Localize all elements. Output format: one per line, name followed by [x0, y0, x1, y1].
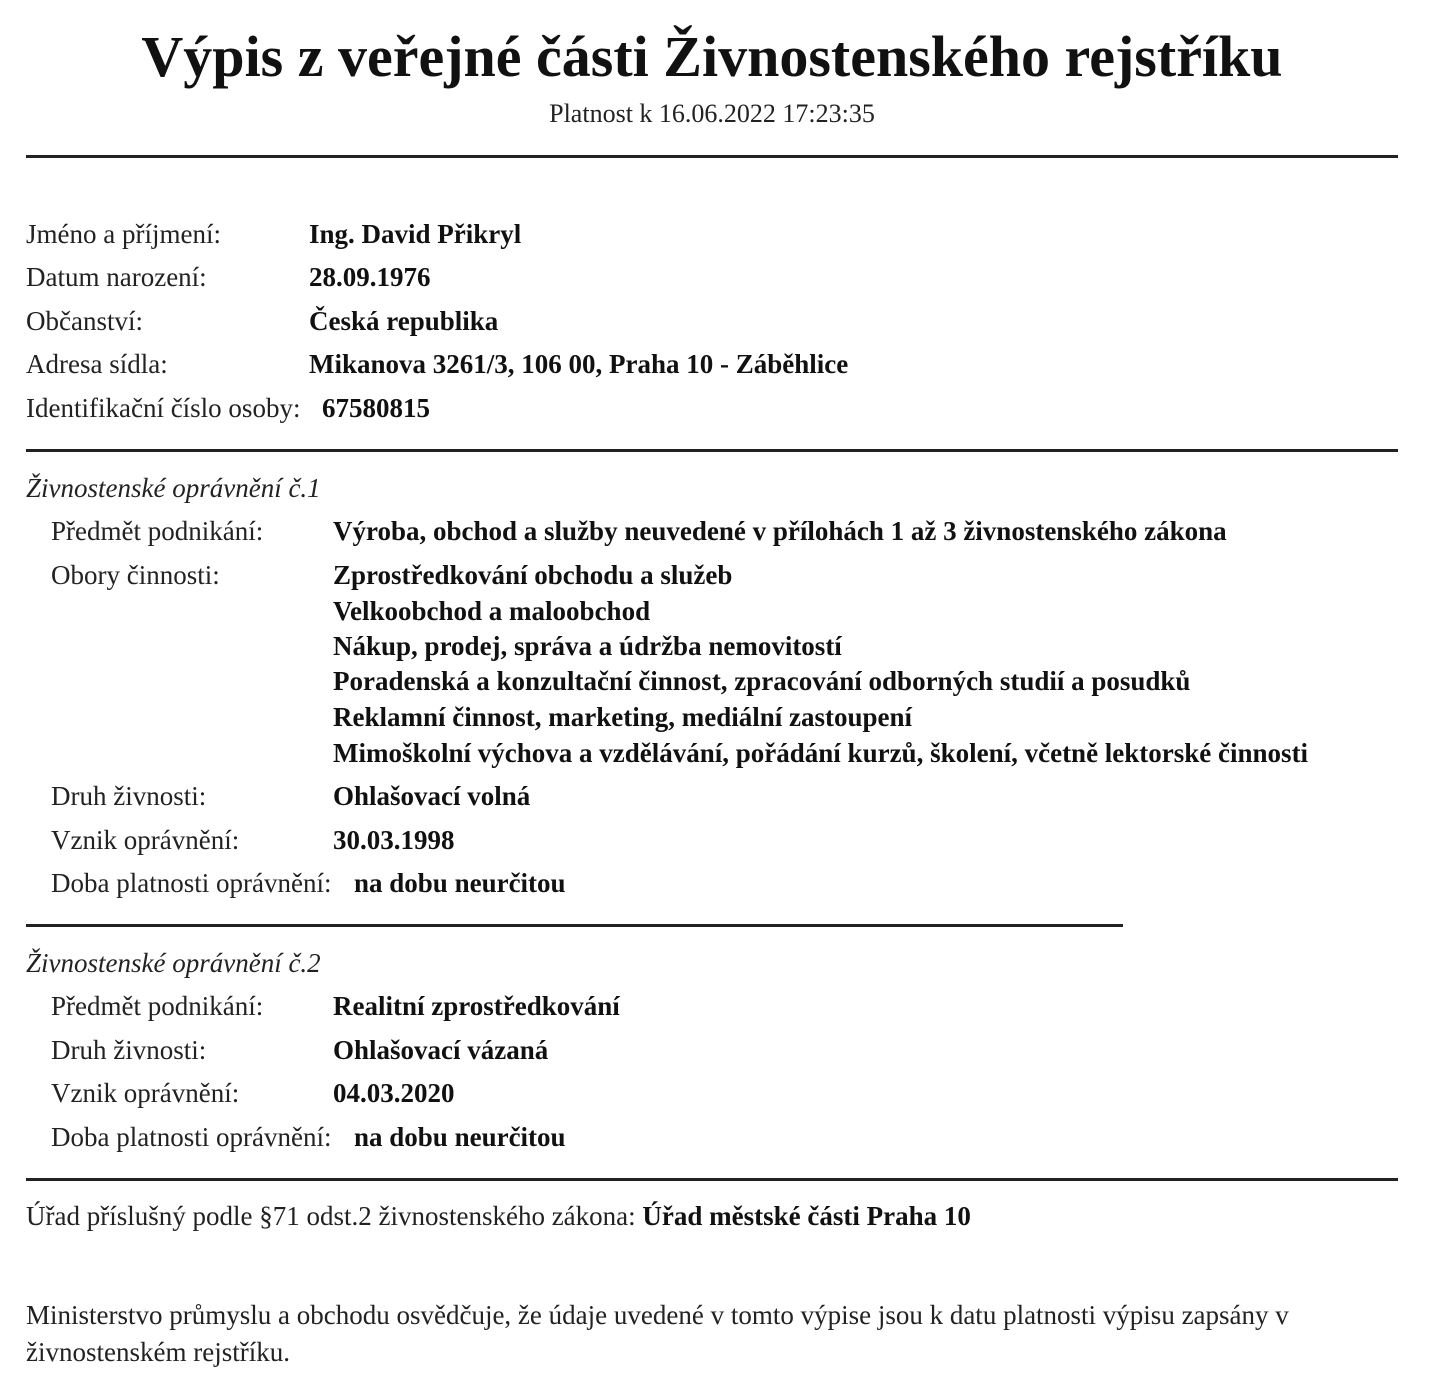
divider: [26, 155, 1398, 158]
origin-value: 04.03.2020: [333, 1078, 455, 1108]
name-label: Jméno a příjmení:: [26, 219, 221, 249]
citizenship-label: Občanství:: [26, 306, 143, 336]
origin-label: Vznik oprávnění:: [51, 825, 240, 855]
activity-field: Nákup, prodej, správa a údržba nemovitostí: [333, 631, 842, 661]
type-label: Druh živnosti:: [51, 1035, 207, 1065]
id-value: 67580815: [322, 393, 430, 423]
origin-value: 30.03.1998: [333, 825, 455, 855]
divider: [26, 924, 1123, 927]
citizenship-value: Česká republika: [309, 306, 499, 336]
license-2-heading: Živnostenské oprávnění č.2: [26, 948, 321, 978]
validity-label: Doba platnosti oprávnění:: [51, 868, 332, 898]
address-label: Adresa sídla:: [26, 349, 168, 379]
type-value: Ohlašovací vázaná: [333, 1035, 549, 1065]
divider: [26, 1178, 1398, 1181]
validity-timestamp: Platnost k 16.06.2022 17:23:35: [549, 99, 875, 128]
validity-label: Doba platnosti oprávnění:: [51, 1122, 332, 1152]
activity-field: Velkoobchod a maloobchod: [333, 596, 651, 626]
name-value: Ing. David Přikryl: [309, 219, 522, 249]
fields-label: Obory činnosti:: [51, 560, 220, 590]
birth-value: 28.09.1976: [309, 262, 431, 292]
activity-field: Mimoškolní výchova a vzdělávání, pořádání kurzů, školení, včetně lektorské činnosti: [333, 738, 1309, 768]
office-label: Úřad příslušný podle §71 odst.2 živnostenského zákona:: [26, 1201, 636, 1231]
page-title: Výpis z veřejné části Živnostenského rejstříku: [141, 24, 1283, 89]
subject-value: Výroba, obchod a služby neuvedené v přílohách 1 až 3 živnostenského zákona: [333, 516, 1227, 546]
subject-value: Realitní zprostředkování: [333, 991, 620, 1021]
divider: [26, 449, 1398, 452]
birth-label: Datum narození:: [26, 262, 207, 292]
activity-field: Zprostředkování obchodu a služeb: [333, 560, 733, 590]
certification-statement: Ministerstvo průmyslu a obchodu osvědčuje, že údaje uvedené v tomto výpise jsou k datu platnosti výpisu zapsány v živnostenském rejstříku.: [26, 1300, 1289, 1367]
type-label: Druh živnosti:: [51, 781, 207, 811]
activity-field: Poradenská a konzultační činnost, zpracování odborných studií a posudků: [333, 666, 1191, 696]
origin-label: Vznik oprávnění:: [51, 1078, 240, 1108]
office-value: Úřad městské části Praha 10: [642, 1201, 971, 1231]
type-value: Ohlašovací volná: [333, 781, 531, 811]
id-label: Identifikační číslo osoby:: [26, 393, 301, 423]
validity-value: na dobu neurčitou: [354, 1122, 566, 1152]
validity-value: na dobu neurčitou: [354, 868, 566, 898]
subject-label: Předmět podnikání:: [51, 991, 264, 1021]
license-1-heading: Živnostenské oprávnění č.1: [26, 473, 321, 503]
address-value: Mikanova 3261/3, 106 00, Praha 10 - Záběhlice: [309, 349, 849, 379]
activity-field: Reklamní činnost, marketing, mediální zastoupení: [333, 702, 913, 732]
subject-label: Předmět podnikání:: [51, 516, 264, 546]
office-row: [26, 1199, 971, 1233]
